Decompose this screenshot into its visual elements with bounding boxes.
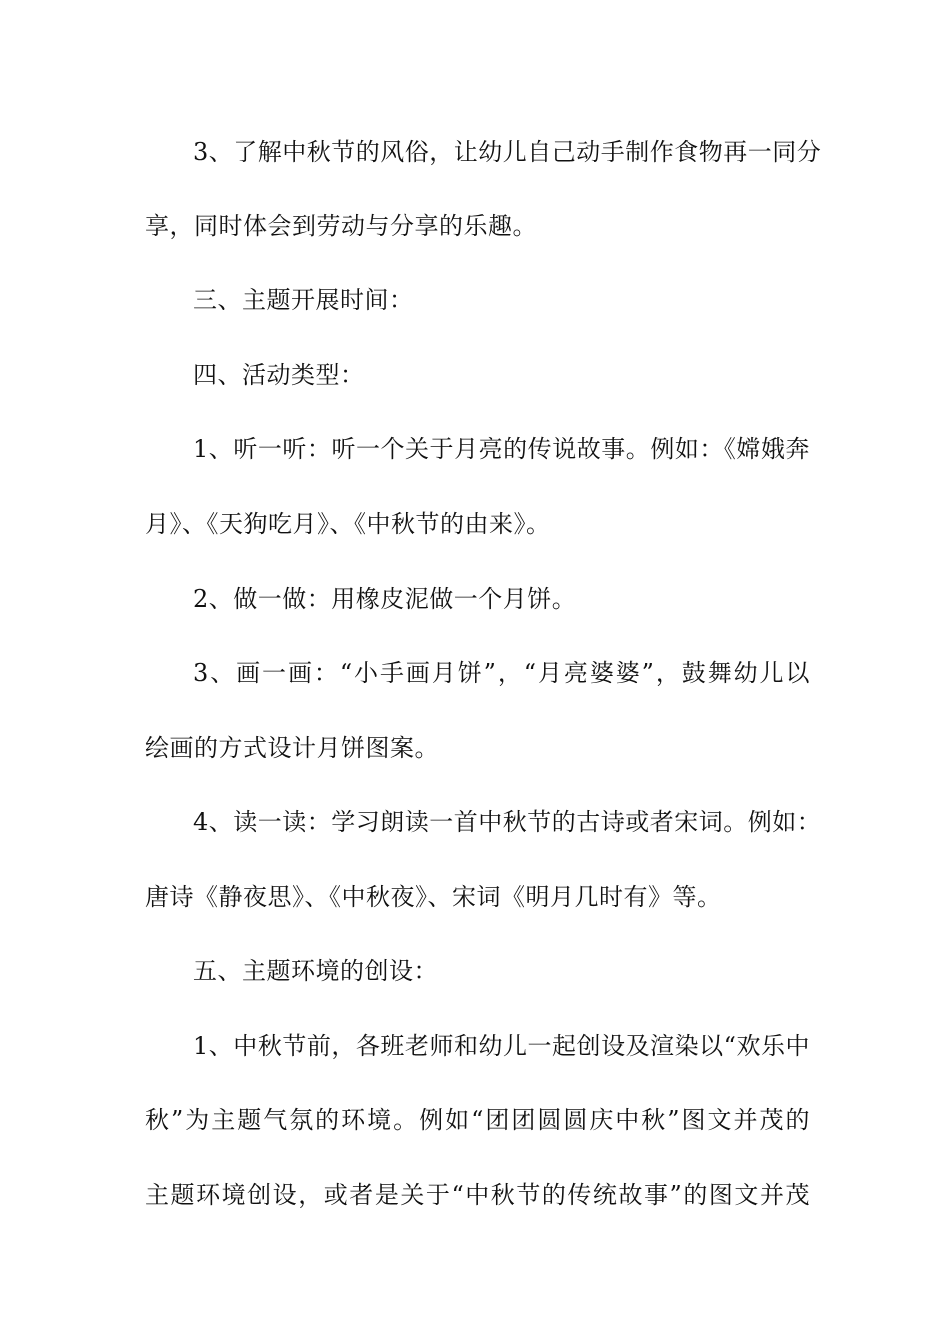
paragraph-line: 享，同时体会到劳动与分享的乐趣。: [145, 212, 537, 240]
paragraph-line: 唐诗《静夜思》、《中秋夜》、宋词《明月几时有》等。: [145, 883, 722, 911]
paragraph-line: 月》、《天狗吃月》、《中秋节的由来》。: [145, 510, 551, 538]
paragraph-line: 1、中秋节前，各班老师和幼儿一起创设及渲染以“欢乐中: [193, 1032, 810, 1060]
paragraph-line: 4、读一读：学习朗读一首中秋节的古诗或者宋词。例如：: [193, 808, 822, 836]
paragraph-line: 3、了解中秋节的风俗，让幼儿自己动手制作食物再一同分: [193, 138, 822, 166]
paragraph-line: 3、画一画：“小手画月饼”，“月亮婆婆”，鼓舞幼儿以: [193, 659, 810, 687]
section-heading: 四、活动类型：: [193, 361, 365, 389]
paragraph-line: 1、听一听：听一个关于月亮的传说故事。例如：《嫦娥奔: [193, 435, 810, 463]
section-heading: 三、主题开展时间：: [193, 286, 414, 314]
paragraph-line: 2、做一做：用橡皮泥做一个月饼。: [193, 585, 577, 613]
section-heading: 五、主题环境的创设：: [193, 957, 438, 985]
paragraph-line: 秋”为主题气氛的环境。例如“团团圆圆庆中秋”图文并茂的: [145, 1106, 810, 1134]
paragraph-line: 绘画的方式设计月饼图案。: [145, 734, 439, 762]
paragraph-line: 主题环境创设，或者是关于“中秋节的传统故事”的图文并茂: [145, 1181, 810, 1209]
